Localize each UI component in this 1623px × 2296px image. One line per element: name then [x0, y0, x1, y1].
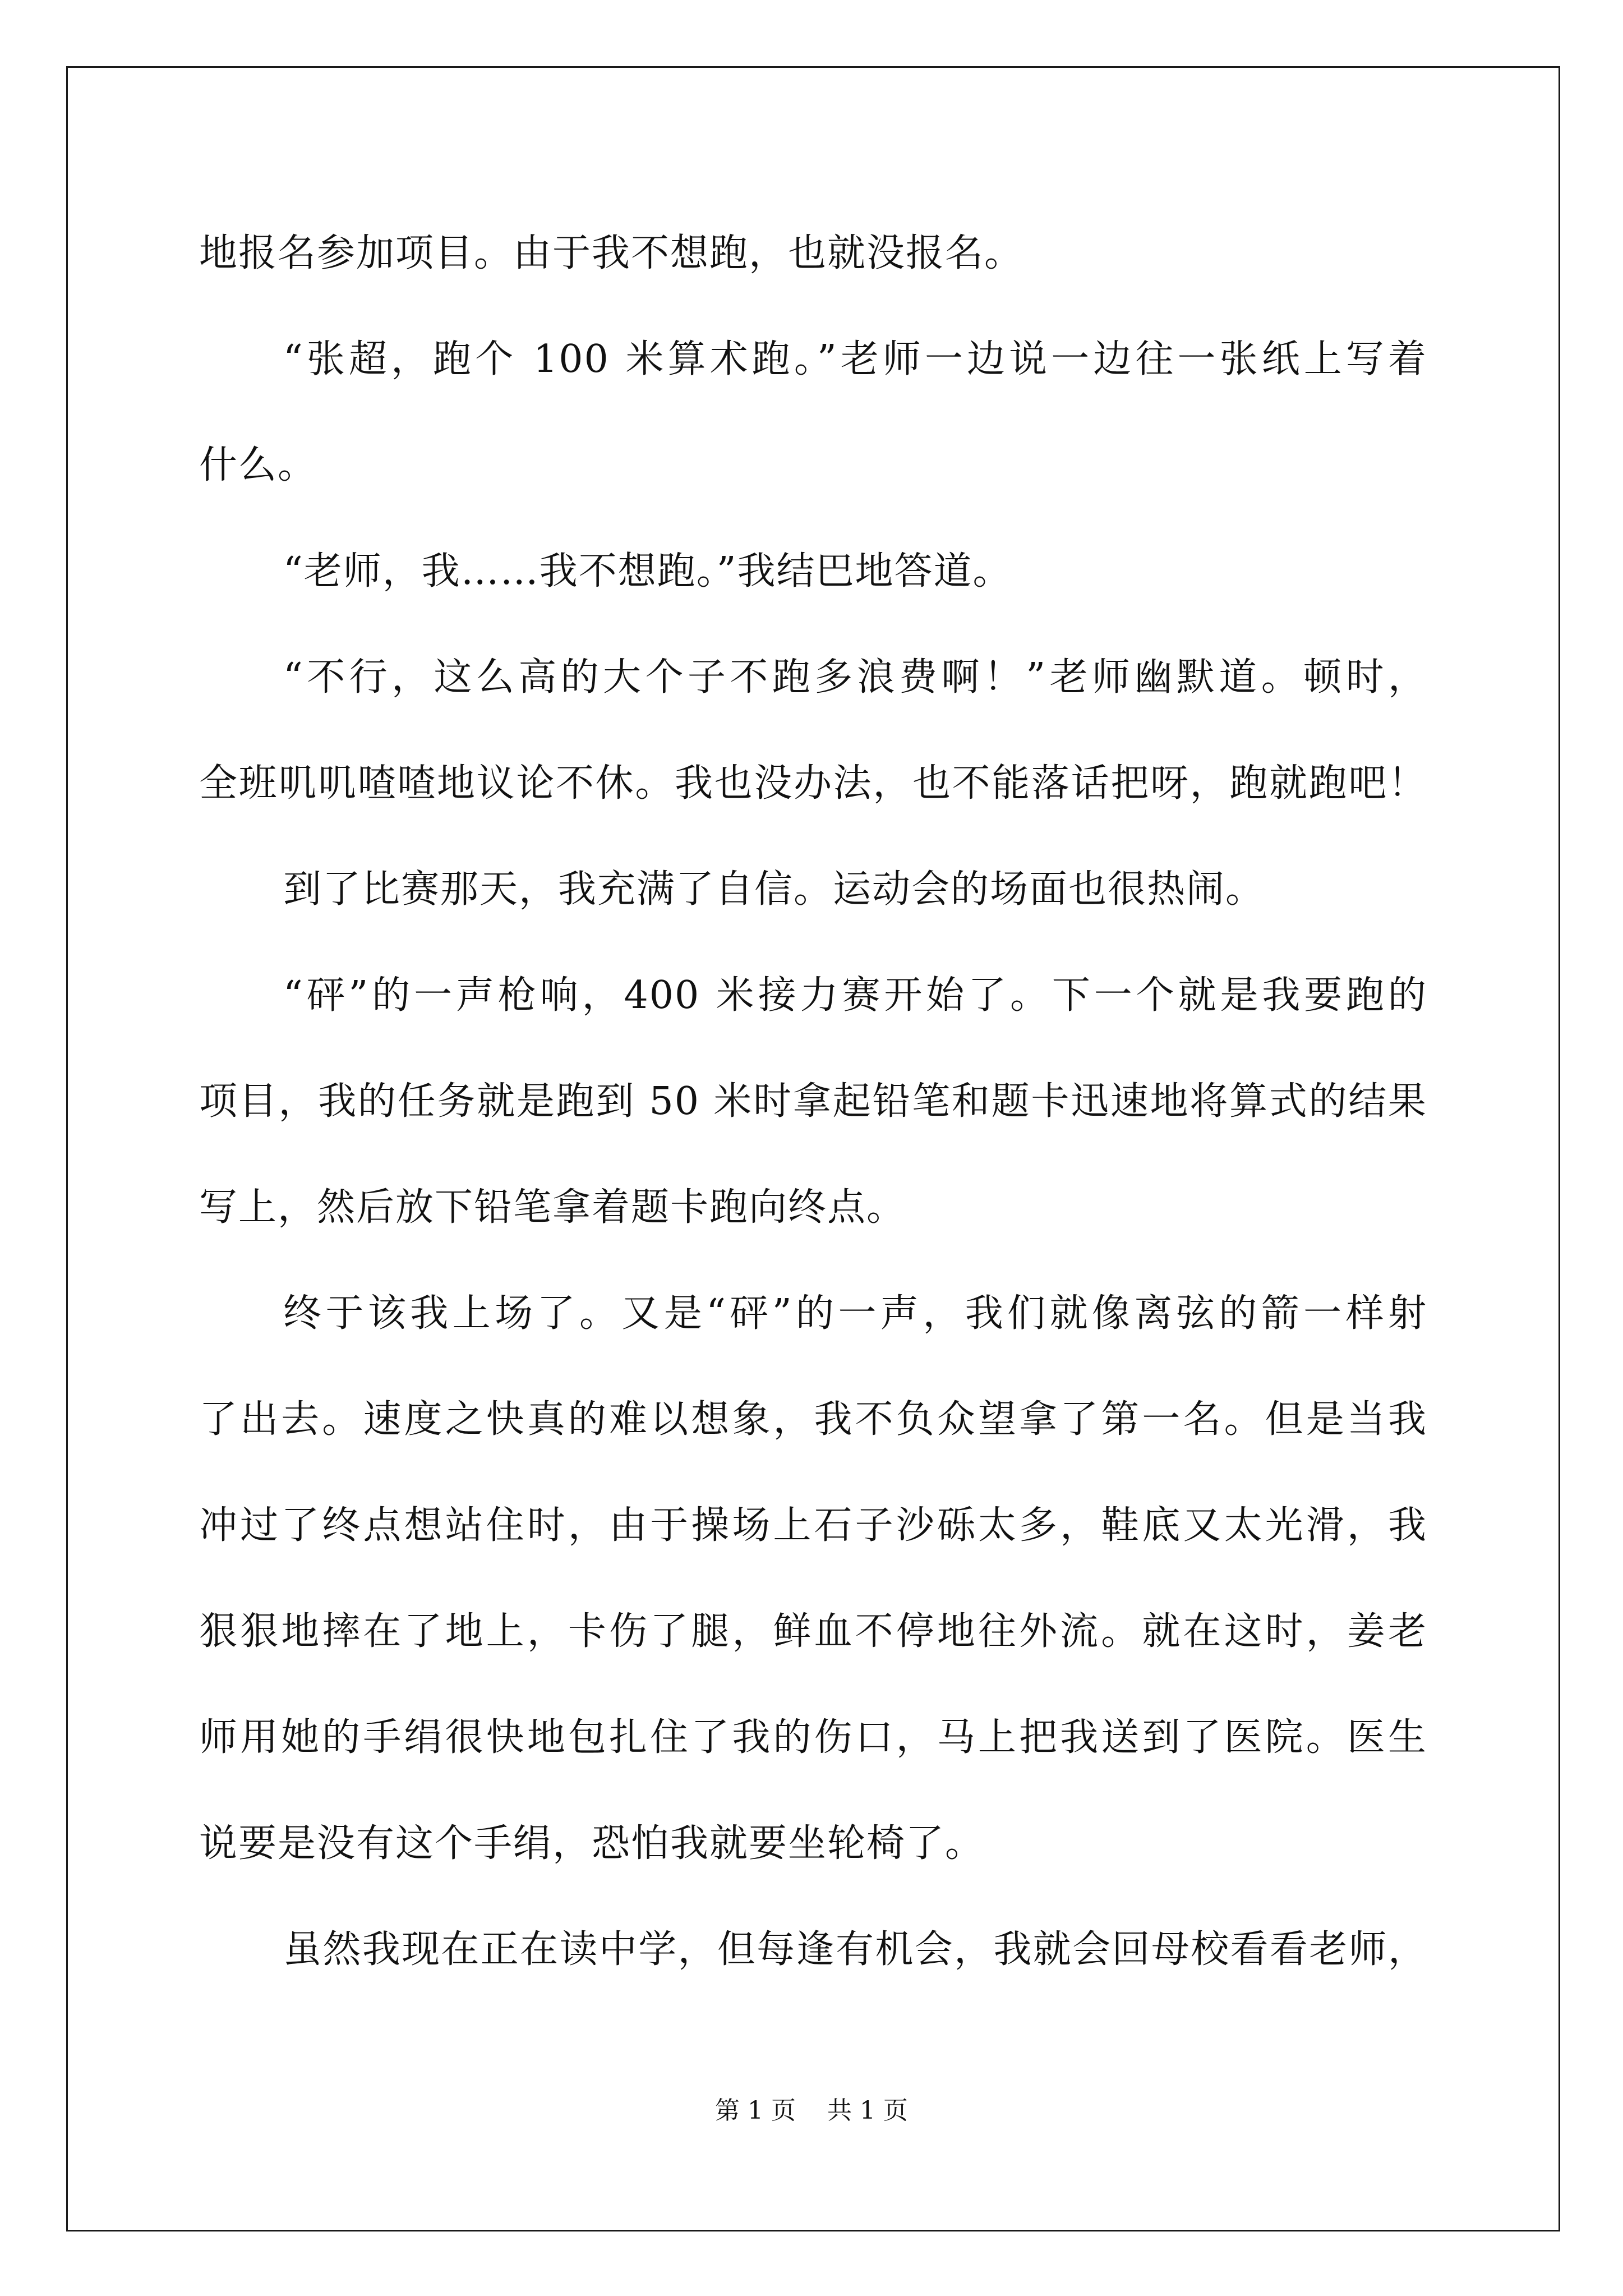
text-line: 项目，我的任务就是跑到 50 米时拿起铅笔和题卡迅速地将算式的结果 — [199, 1079, 1427, 1124]
text-line: 说要是没有这个手绢，恐怕我就要坐轮椅了。 — [199, 1821, 985, 1866]
text-line: “张超，跑个 100 米算术跑。”老师一边说一边往一张纸上写着 — [283, 337, 1427, 381]
text-line: 终于该我上场了。又是“砰”的一声，我们就像离弦的箭一样射 — [283, 1291, 1427, 1336]
text-line: 写上，然后放下铅笔拿着题卡跑向终点。 — [199, 1185, 906, 1230]
text-line: 地报名参加项目。由于我不想跑，也就没报名。 — [199, 231, 1024, 275]
text-line: 什么。 — [199, 443, 317, 487]
text-line: 狠狠地摔在了地上，卡伤了腿，鲜血不停地往外流。就在这时，姜老 — [199, 1609, 1427, 1654]
text-line: 虽然我现在正在读中学，但每逢有机会，我就会回母校看看老师， — [283, 1927, 1427, 1972]
text-line: “砰”的一声枪响，400 米接力赛开始了。下一个就是我要跑的 — [283, 973, 1427, 1018]
text-line: 冲过了终点想站住时，由于操场上石子沙砾太多，鞋底又太光滑，我 — [199, 1503, 1427, 1548]
text-line: 了出去。速度之快真的难以想象，我不负众望拿了第一名。但是当我 — [199, 1397, 1427, 1442]
text-line: 全班叽叽喳喳地议论不休。我也没办法，也不能落话把呀，跑就跑吧！ — [199, 761, 1427, 806]
text-line: 到了比赛那天，我充满了自信。运动会的场面也很热闹。 — [283, 867, 1265, 912]
text-line: “不行，这么高的大个子不跑多浪费啊！”老师幽默道。顿时， — [283, 655, 1427, 700]
text-line: “老师，我……我不想跑。”我结巴地答道。 — [283, 549, 1012, 593]
page-number-footer: 第 1 页 共 1 页 — [715, 2096, 908, 2125]
text-line: 师用她的手绢很快地包扎住了我的伤口，马上把我送到了医院。医生 — [199, 1715, 1427, 1760]
